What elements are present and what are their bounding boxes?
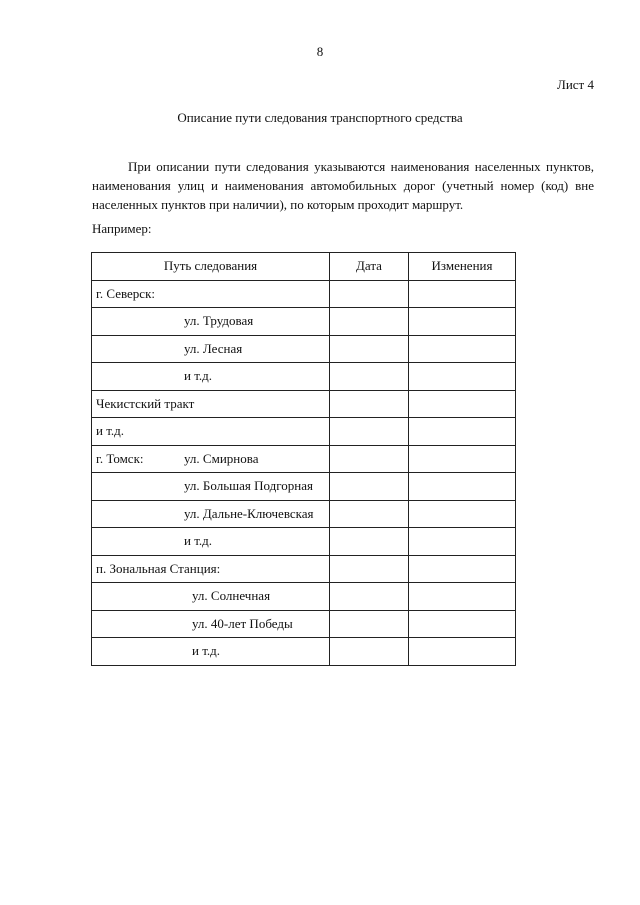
date-cell: [330, 555, 409, 583]
route-table: [91, 252, 516, 666]
date-cell: [330, 308, 409, 336]
header-changes: Изменения: [409, 253, 516, 281]
route-cell: и т.д.: [92, 638, 330, 666]
changes-cell: [409, 610, 516, 638]
table-row: [92, 418, 516, 446]
changes-cell: [409, 528, 516, 556]
table-row: [92, 610, 516, 638]
table-row: [92, 583, 516, 611]
sheet-label: Лист 4: [557, 77, 594, 92]
route-cell: и т.д.: [92, 418, 330, 446]
date-cell: [330, 418, 409, 446]
route-cell: ул. Трудовая: [92, 308, 330, 336]
route-cell: [92, 445, 330, 473]
route-cell: ул. Большая Подгорная: [92, 473, 330, 501]
date-cell: [330, 610, 409, 638]
changes-cell: [409, 583, 516, 611]
table-row: [92, 528, 516, 556]
table-row: [92, 445, 516, 473]
date-cell: [330, 528, 409, 556]
changes-cell: [409, 500, 516, 528]
changes-cell: [409, 280, 516, 308]
changes-cell: [409, 445, 516, 473]
table-row: [92, 280, 516, 308]
route-cell: ул. 40-лет Победы: [92, 610, 330, 638]
table-header-row: [92, 253, 516, 281]
route-cell: и т.д.: [92, 363, 330, 391]
date-cell: [330, 335, 409, 363]
table-row: [92, 363, 516, 391]
table-row: [92, 473, 516, 501]
page-number: 8: [316, 44, 324, 59]
changes-cell: [409, 555, 516, 583]
route-cell: ул. Дальне-Ключевская: [92, 500, 330, 528]
header-date: Дата: [330, 253, 409, 281]
street-name: ул. Смирнова: [184, 450, 259, 466]
changes-cell: [409, 308, 516, 336]
changes-cell: [409, 335, 516, 363]
header-route: Путь следования: [92, 253, 330, 281]
city-name: г. Томск:: [96, 450, 144, 466]
date-cell: [330, 473, 409, 501]
table-row: [92, 308, 516, 336]
changes-cell: [409, 473, 516, 501]
route-cell: г. Северск:: [92, 280, 330, 308]
date-cell: [330, 363, 409, 391]
changes-cell: [409, 390, 516, 418]
route-cell: п. Зональная Станция:: [92, 555, 330, 583]
route-cell: ул. Солнечная: [92, 583, 330, 611]
description-paragraph: При описании пути следования указываются наименования населенных пунктов, наименования улиц и наименования автомобильных дорог (учетный номер (код) вне населенных пунктов при наличии), по которым проходит маршрут.: [92, 159, 594, 212]
date-cell: [330, 445, 409, 473]
date-cell: [330, 390, 409, 418]
changes-cell: [409, 363, 516, 391]
date-cell: [330, 583, 409, 611]
date-cell: [330, 500, 409, 528]
changes-cell: [409, 638, 516, 666]
example-label: Например:: [92, 221, 152, 236]
route-cell: ул. Лесная: [92, 335, 330, 363]
changes-cell: [409, 418, 516, 446]
date-cell: [330, 638, 409, 666]
table-row: [92, 555, 516, 583]
document-title: Описание пути следования транспортного средства: [177, 110, 463, 125]
date-cell: [330, 280, 409, 308]
table-row: [92, 500, 516, 528]
route-cell: и т.д.: [92, 528, 330, 556]
table-row: [92, 335, 516, 363]
table-row: [92, 390, 516, 418]
table-row: [92, 638, 516, 666]
route-cell: Чекистский тракт: [92, 390, 330, 418]
